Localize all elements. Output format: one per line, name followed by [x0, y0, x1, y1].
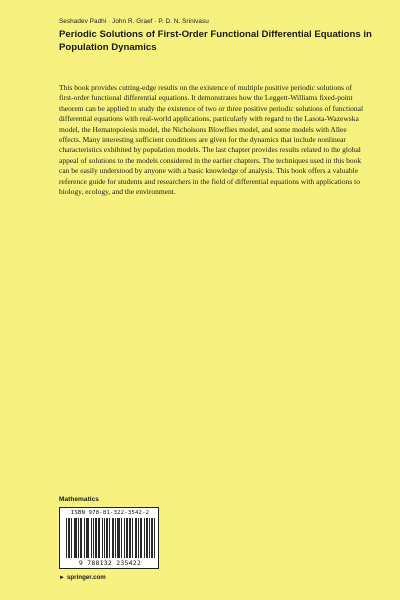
isbn-barcode — [59, 507, 159, 569]
ean-digits: 9 788132 235422 — [78, 559, 142, 567]
publisher-url: springer.com — [66, 574, 106, 581]
subject-category: Mathematics — [59, 496, 99, 503]
barcode-bars — [66, 518, 156, 558]
isbn-label: ISBN 978-81-322-3542-2 — [70, 510, 150, 516]
arrow-right-icon: ► — [59, 574, 65, 581]
authors-line: Seshadev Padhi · John R. Graef · P. D. N. Srinivasu — [59, 18, 209, 25]
publisher-link[interactable] — [59, 574, 106, 581]
book-description: This book provides cutting-edge results on the existence of multiple positive periodic solutions of first-order functional differential equations. It demonstrates how the Leggett-Williams fixed-point theorem can be applied to study the existence of two or three positive periodic solutions of functional differential equations with real-world applications, particularly with regard to the Lasota-Wazewska model, the Hematopoiesis model, the Nicholsons Blowflies model, and some models with Allee effects. Many interesting sufficient conditions are given for the dynamics that include nonlinear characteristics exhibited by population models. The last chapter provides results related to the global appeal of solutions to the models considered in the earlier chapters. The techniques used in this book can be easily understood by anyone with a basic knowledge of analysis. This book offers a valuable reference guide for students and researchers in the field of differential equations with applications to biology, ecology, and the environment. — [59, 83, 364, 197]
book-title: Periodic Solutions of First-Order Functional Differential Equations in Population Dynamics — [59, 29, 372, 53]
